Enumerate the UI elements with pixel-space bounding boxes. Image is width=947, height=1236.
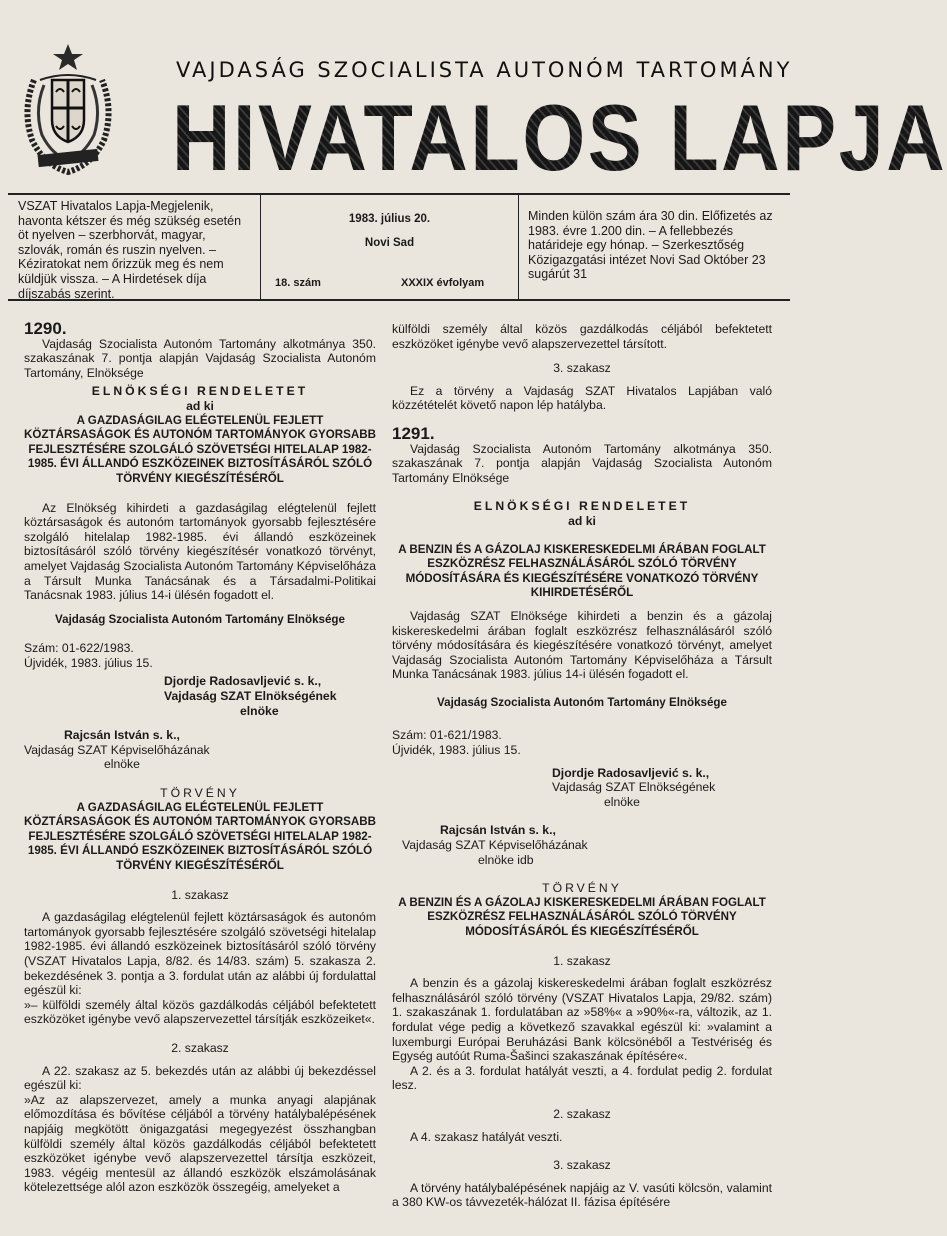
decree-title: A BENZIN ÉS A GÁZOLAJ KISKERESKEDELMI ÁRÁBAN FOGLALT ESZKÖZRÉSZ FELHASZNÁLÁSÁRÓL SZÓLÓ TÖRVÉNY MÓDOSÍTÁSÁRA ÉS KIEGÉSZÍTÉSÉRE VONATKOZÓ TÖRVÉNY KIHIRDETÉSÉRŐL — [398, 542, 766, 600]
publication-title: HIVATALOS LAPJA — [172, 85, 947, 190]
publication-notice: VSZAT Hivatalos Lapja-Megjelenik, havonta kétszer és még szükség esetén öt nyelven – szerbhorvát, magyar, szlovák, román és ruszin nyelven. – Kéziratokat nem őrizzük meg és nem küldjük vissza. – A Hirdetések díja díjszabás szerint. — [18, 199, 242, 301]
decree-paragraph: Vajdaság SZAT Elnöksége kihirdeti a benzin és a gázolaj kiskereskedelmi árában foglalt eszközrész felhasználásáról szóló törvény módosítására és kiegészítésére vonatkozó törvényt, amelyet Vajdaság Szocialista Autonóm Tartomány Képviselőháza a Társult Munka Tanácsának 1983. július 14-i ülésén fogadott el. — [392, 608, 772, 682]
section-text: A 2. és a 3. fordulat hatályát veszti, a 4. fordulat pedig 2. fordulat lesz. — [392, 1063, 772, 1093]
section-quote: »Az az alapszervezet, amely a munka anyagi alapjának előmozdítása és bővítése céljából a törvény hatálybalépésének napjáig megkötött önigazgatási megegyezést összhangban külföldi személy által közös gazdálkodás céljából befektetett eszközöket igénybe vevő alapszervezettel társítja eszközeit, 1983. végéig mentesül az állandó eszközök elszámolásának kötelezettsége alól azon eszközök összegéig, amelyeket a — [24, 1092, 376, 1195]
decree-heading: ELNÖKSÉGI RENDELETET — [91, 384, 309, 399]
section-text: A 22. szakasz az 5. bekezdés után az alábbi új bekezdéssel egészül ki: — [24, 1063, 376, 1093]
section-heading: 3. szakasz — [553, 1158, 611, 1173]
item-number: 1291. — [392, 423, 435, 443]
section-heading: 1. szakasz — [553, 953, 611, 968]
law-heading: TÖRVÉNY — [160, 786, 240, 801]
info-bar — [8, 193, 790, 301]
pricing-notice: Minden külön szám ára 30 din. Előfizetés az 1983. évre 1.200 din. – A fellebbezés határideje egy hónap. – Szerkesztőség Közigazgatási intézet Novi Sad Október 23 sugárút 31 — [528, 209, 773, 282]
section-text: Ez a törvény a Vajdaság SZAT Hivatalos Lapjában való közzétételét követő napon lép hatályba. — [392, 383, 772, 413]
issue-volume: XXXIX évfolyam — [401, 277, 485, 289]
reference-number: Szám: 01-622/1983. — [24, 641, 134, 656]
publication-subtitle: VAJDASÁG SZOCIALISTA AUTONÓM TARTOMÁNY — [176, 58, 793, 82]
issuer: Vajdaság Szocialista Autonóm Tartomány Elnöksége — [55, 612, 345, 626]
place-date: Újvidék, 1983. július 15. — [392, 743, 521, 758]
ad-ki: ad ki — [568, 513, 596, 528]
issue-date: 1983. július 20. — [348, 213, 431, 225]
signatory-role: Vajdaság SZAT Elnökségének — [164, 689, 337, 704]
intro-paragraph: Vajdaság Szocialista Autonóm Tartomány alkotmánya 350. szakaszának 7. pontja alapján Vajdaság Szocialista Autonóm Tartomány, Elnöksége — [24, 336, 376, 380]
section-text: A benzin és a gázolaj kiskereskedelmi árában foglalt eszközrész felhasználásáról szóló törvény (VSZAT Hivatalos Lapja, 29/82. szám) 1. szakaszának 1. fordulatában az »58%« a »90%«-ra, változik, az 1. fordulat vége pedig a következő szavakkal egészül ki: »valamint a luxemburgi Európai Beruházási Bank kölcsönéből a Testvériség és Egység autóút Ruma-Šašinci szakaszának építésére«. — [392, 976, 772, 1064]
decree-title: A GAZDASÁGILAG ELÉGTELENÜL FEJLETT KÖZTÁRSASÁGOK ÉS AUTONÓM TARTOMÁNYOK GYORSABB FEJLESZTÉSÉRE SZOLGÁLÓ SZÖVETSÉGI HITELALAP 1982-1985. ÉVI ÁLLANDÓ ESZKÖZEINEK BIZTOSÍTÁSÁRÓL SZÓLÓ TÖRVÉNY KIEGÉSZÍTÉSÉRŐL — [24, 413, 376, 485]
signatory-title: elnöke idb — [478, 852, 534, 867]
section-heading: 3. szakasz — [553, 361, 611, 376]
place-date: Újvidék, 1983. július 15. — [24, 655, 153, 670]
law-heading: TÖRVÉNY — [542, 881, 622, 896]
signatory-role: Vajdaság SZAT Elnökségének — [552, 780, 716, 795]
signatory-title: elnöke — [240, 703, 279, 718]
signatory-name: Rajcsán István s. k., — [440, 823, 556, 838]
issuer: Vajdaság Szocialista Autonóm Tartomány Elnöksége — [437, 695, 727, 709]
item-number: 1290. — [24, 319, 67, 338]
section-heading: 2. szakasz — [553, 1106, 611, 1121]
signatory-name: Djordje Radosavljević s. k., — [164, 674, 322, 689]
section-heading: 2. szakasz — [171, 1040, 229, 1055]
issue-place: Novi Sad — [364, 237, 415, 249]
intro-paragraph: Vajdaság Szocialista Autonóm Tartomány alkotmánya 350. szakaszának 7. pontja alapján Vajdaság Szocialista Autonóm Tartomány Elnöksége — [392, 441, 772, 485]
law-title: A BENZIN ÉS A GÁZOLAJ KISKERESKEDELMI ÁRÁBAN FOGLALT ESZKÖZRÉSZ FELHASZNÁLÁSÁRÓL SZÓLÓ TÖRVÉNY MÓDOSÍTÁSÁRÓL ÉS KIEGÉSZÍTÉSÉRŐL — [398, 895, 766, 938]
signatory-role: Vajdaság SZAT Képviselőházának — [24, 742, 210, 757]
law-title: A GAZDASÁGILAG ELÉGTELENÜL FEJLETT KÖZTÁRSASÁGOK ÉS AUTONÓM TARTOMÁNYOK GYORSABB FEJLESZTÉSÉRE SZOLGÁLÓ SZÖVETSÉGI HITELALAP 1982-1985. ÉVI ÁLLANDÓ ESZKÖZEINEK BIZTOSÍTÁSÁRÓL SZÓLÓ TÖRVÉNY KIEGÉSZÍTÉSÉRŐL — [24, 800, 376, 872]
right-column — [392, 322, 772, 1210]
decree-paragraph: Az Elnökség kihirdeti a gazdaságilag elégtelenül fejlett köztársaságok és autonóm tartományok gyorsabb fejlesztésére szolgáló hitelalap 1982-1985. évi állandó eszközeinek biztosításáról szóló törvény kiegészítésér vonatkozó törvényt, amelyet Vajdaság Szocialista Autonóm Tartomány Képviselőháza a Társult Munka Tanácsának és a Társadalmi-Politikai Tanácsnak 1983. július 14-i ülésén fogadott el. — [24, 500, 376, 603]
section-text: A gazdaságilag elégtelenül fejlett köztársaságok és autonóm tartományok gyorsabb fejlesztésére szolgáló szövetségi hitelalap 1982-1985. évi állandó eszközeinek biztosításáról szóló törvény (VSZAT Hivatalos Lapja, 8/82. és 14/83. szám) 5. szakasza 2. bekezdésének 3. pontja a 3. fordulat után az alábbi új fordulattal egészül ki: — [24, 910, 376, 998]
section-heading: 1. szakasz — [171, 887, 229, 902]
signatory-title: elnöke — [604, 794, 640, 809]
signatory-role: Vajdaság SZAT Képviselőházának — [402, 838, 588, 853]
reference-number: Szám: 01-621/1983. — [392, 728, 502, 743]
left-column — [24, 319, 376, 1195]
signatory-title: elnöke — [104, 757, 140, 772]
section-quote: »– külföldi személy által közös gazdálkodás céljából befektetett eszközöket igénybe vevő alapszervezettel társítják eszközeiket«. — [24, 997, 376, 1027]
decree-heading: ELNÖKSÉGI RENDELETET — [473, 499, 691, 514]
coat-of-arms-emblem — [14, 40, 122, 180]
masthead — [0, 0, 947, 192]
signatory-name: Djordje Radosavljević s. k., — [552, 765, 710, 780]
section-text: A 4. szakasz hatályát veszti. — [410, 1129, 563, 1144]
issue-info — [260, 195, 519, 299]
section-text: A törvény hatálybalépésének napjáig az V. vasúti kölcsön, valamint a 380 KW-os távvezeték-hálózat II. fázisa építésére — [392, 1180, 772, 1210]
continued-text: külföldi személy által közös gazdálkodás céljából befektetett eszközöket igénybe vevő alapszervezettel társított. — [392, 322, 772, 351]
issue-number: 18. szám — [275, 277, 321, 289]
ad-ki: ad ki — [186, 398, 214, 413]
signatory-name: Rajcsán István s. k., — [64, 728, 180, 743]
